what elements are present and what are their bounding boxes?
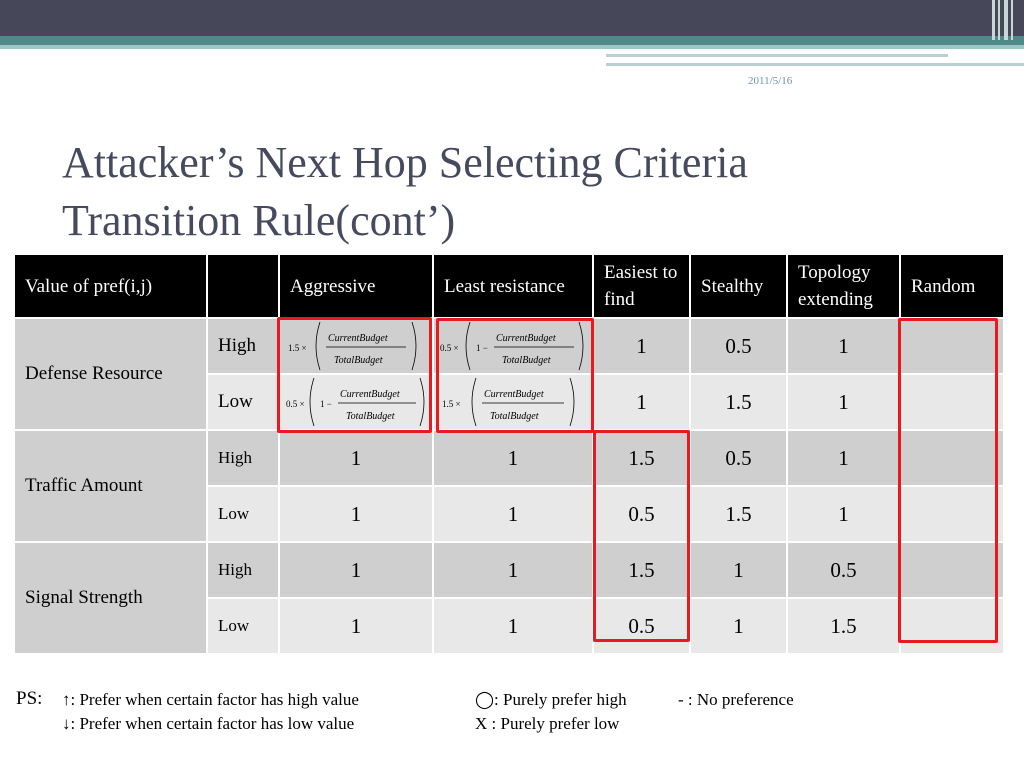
cell-topology: 1 — [787, 486, 900, 542]
formula-numerator: CurrentBudget — [328, 333, 388, 344]
cell-topology: 0.5 — [787, 542, 900, 598]
formula-denominator: TotalBudget — [334, 355, 383, 366]
cell-easiest: 1.5 — [593, 430, 690, 486]
table-header-row — [14, 254, 1004, 318]
table-row — [14, 430, 1004, 486]
top-banner — [0, 0, 1024, 36]
cell-stealthy: 1 — [690, 598, 787, 654]
cell-topology: 1.5 — [787, 598, 900, 654]
formula-numerator: CurrentBudget — [484, 389, 544, 400]
cell-stealthy: 1.5 — [690, 374, 787, 430]
top-accent-stripe — [0, 36, 1024, 45]
cell-least-resistance: 1 — [433, 486, 593, 542]
cell-aggressive: 1 — [279, 598, 433, 654]
highlight-box-random — [898, 318, 998, 643]
decorative-stripe — [998, 0, 1000, 40]
decorative-stripe — [1011, 0, 1013, 40]
cell-easiest: 1 — [593, 318, 690, 374]
header-blank — [207, 254, 279, 318]
cell-topology: 1 — [787, 374, 900, 430]
header-easiest: Easiest to find — [593, 254, 690, 318]
factor-label: Signal Strength — [14, 542, 207, 654]
cell-stealthy: 1 — [690, 542, 787, 598]
decorative-line — [606, 54, 948, 57]
cell-topology: 1 — [787, 318, 900, 374]
factor-label: Traffic Amount — [14, 430, 207, 542]
header-aggressive: Aggressive — [279, 254, 433, 318]
level-label: High — [207, 430, 279, 486]
legend-circle: ◯: Purely prefer high — [475, 690, 627, 709]
slide-title — [62, 134, 748, 250]
legend-x: X : Purely prefer low — [475, 714, 620, 733]
table-row — [14, 542, 1004, 598]
cell-aggressive: 1 — [279, 486, 433, 542]
cell-easiest: 1.5 — [593, 542, 690, 598]
header-least-resistance: Least resistance — [433, 254, 593, 318]
highlight-box-aggressive — [277, 317, 432, 433]
level-label: Low — [207, 374, 279, 430]
highlight-box-easiest — [593, 430, 690, 642]
top-accent-stripe-light — [0, 45, 1024, 49]
formula-denominator: TotalBudget — [502, 355, 551, 366]
formula-numerator: CurrentBudget — [340, 389, 400, 400]
level-label: High — [207, 318, 279, 374]
formula-numerator: CurrentBudget — [496, 333, 556, 344]
cell-easiest: 0.5 — [593, 486, 690, 542]
legend-prefix: PS: — [16, 688, 43, 709]
header-topology: Topology extending — [787, 254, 900, 318]
formula-one-minus: 1 − — [320, 399, 332, 409]
cell-aggressive: 1 — [279, 542, 433, 598]
formula-coef: 0.5 × — [440, 343, 459, 353]
level-label: Low — [207, 486, 279, 542]
legend-down-arrow: ↓: Prefer when certain factor has low value — [62, 714, 355, 733]
slide-date: 2011/5/16 — [748, 75, 793, 87]
decorative-line — [606, 63, 1024, 66]
title-line-2: Transition Rule(cont’) — [62, 196, 456, 245]
cell-stealthy: 1.5 — [690, 486, 787, 542]
formula-coef: 1.5 × — [442, 399, 461, 409]
cell-topology: 1 — [787, 430, 900, 486]
decorative-stripe — [1004, 0, 1008, 40]
formula-coef: 0.5 × — [286, 399, 305, 409]
cell-least-resistance: 1 — [433, 542, 593, 598]
title-line-1: Attacker’s Next Hop Selecting Criteria — [62, 138, 748, 187]
cell-least-resistance: 1 — [433, 598, 593, 654]
formula-denominator: TotalBudget — [490, 411, 539, 422]
header-value: Value of pref(i,j) — [14, 254, 207, 318]
preference-table — [13, 253, 1005, 655]
cell-least-resistance: 1 — [433, 430, 593, 486]
cell-stealthy: 0.5 — [690, 430, 787, 486]
formula-coef: 1.5 × — [288, 343, 307, 353]
cell-aggressive: 1 — [279, 430, 433, 486]
decorative-stripe — [992, 0, 995, 40]
level-label: Low — [207, 598, 279, 654]
cell-stealthy: 0.5 — [690, 318, 787, 374]
formula-one-minus: 1 − — [476, 343, 488, 353]
header-random: Random — [900, 254, 1004, 318]
legend-up-arrow: ↑: Prefer when certain factor has high value — [62, 690, 359, 709]
highlight-box-least-resistance — [436, 318, 594, 433]
formula-denominator: TotalBudget — [346, 411, 395, 422]
level-label: High — [207, 542, 279, 598]
cell-easiest: 0.5 — [593, 598, 690, 654]
cell-easiest: 1 — [593, 374, 690, 430]
factor-label: Defense Resource — [14, 318, 207, 430]
header-stealthy: Stealthy — [690, 254, 787, 318]
legend-dash: - : No preference — [678, 690, 794, 709]
